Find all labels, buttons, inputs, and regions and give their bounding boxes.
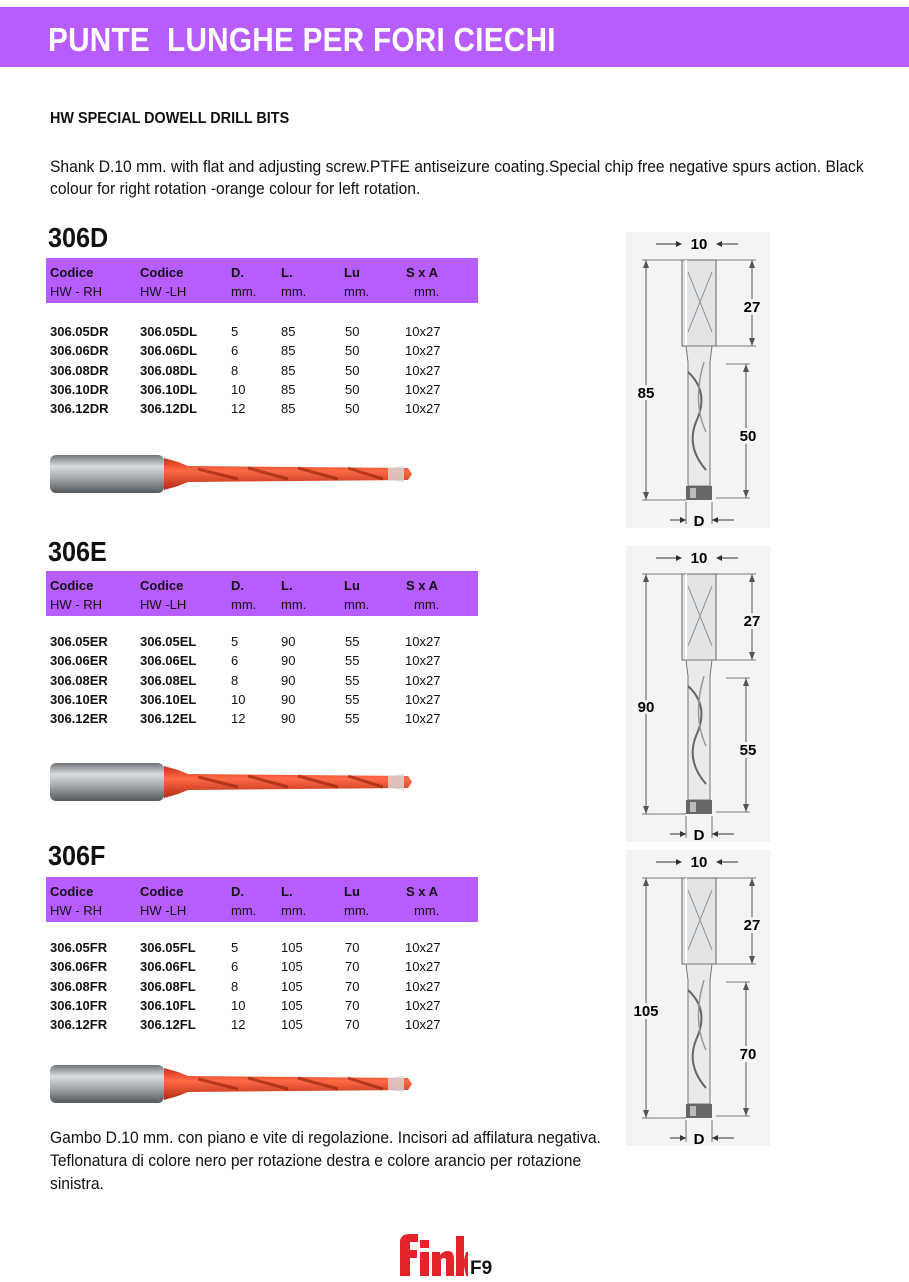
- product-code: 306.05DL: [140, 324, 198, 339]
- column-header: Lu: [344, 884, 360, 899]
- spec-value: 55: [345, 634, 360, 649]
- spec-value: 70: [345, 959, 360, 975]
- product-code: 306.12EL: [140, 711, 197, 727]
- spec-value: 50: [345, 401, 360, 417]
- column-header: D.: [231, 578, 244, 593]
- dim-useful-length: 70: [739, 1046, 757, 1063]
- spec-value: 12: [231, 1017, 246, 1033]
- spec-value: 50: [345, 381, 360, 397]
- page-number: F9: [470, 1258, 493, 1279]
- spec-value: 90: [281, 691, 296, 707]
- spec-value: 55: [345, 711, 360, 727]
- spec-value: 10x27: [405, 362, 441, 378]
- product-code: 306.08DL: [140, 362, 198, 378]
- product-code: 306.06EL: [140, 653, 197, 669]
- spec-value: 10: [231, 381, 246, 397]
- dim-shank-diameter: 10: [690, 854, 708, 871]
- column-header: Lu: [344, 265, 360, 280]
- column-unit: mm.: [414, 284, 440, 299]
- product-code: 306.12FL: [140, 1017, 196, 1033]
- product-code: 306.06DL: [140, 343, 198, 359]
- table-row: [0, 940, 480, 959]
- product-description: Shank D.10 mm. with flat and adjusting screw.PTFE antiseizure coating.Special chip free negative spurs action. Black colour for right rotation -orange colour for left rotation.: [50, 157, 864, 198]
- table-row: [0, 653, 480, 672]
- table-header: [46, 258, 478, 303]
- product-code: 306.10FL: [140, 997, 196, 1013]
- product-code: 306.12DL: [140, 401, 198, 417]
- spec-value: 10x27: [405, 691, 441, 707]
- spec-value: 8: [231, 672, 239, 688]
- spec-value: 105: [281, 997, 303, 1013]
- spec-value: 12: [231, 711, 246, 727]
- product-code: 306.12FR: [50, 1017, 108, 1033]
- spec-value: 5: [231, 324, 239, 339]
- spec-value: 85: [281, 381, 296, 397]
- spec-value: 90: [281, 711, 296, 727]
- column-unit: HW -LH: [140, 284, 187, 299]
- spec-value: 105: [281, 978, 303, 994]
- section-title: 306D: [48, 222, 109, 253]
- dim-diameter: D: [693, 827, 705, 842]
- spec-value: 10x27: [405, 634, 441, 649]
- page-header: [0, 7, 909, 67]
- product-code: 306.10FR: [50, 997, 108, 1013]
- dim-diameter: D: [693, 1131, 705, 1146]
- spec-value: 90: [281, 634, 296, 649]
- product-code: 306.05ER: [50, 634, 108, 649]
- table-row: [0, 343, 480, 362]
- spec-value: 10x27: [405, 997, 441, 1013]
- column-header: Codice: [140, 265, 184, 280]
- spec-value: 105: [281, 940, 303, 955]
- column-header: S x A: [406, 578, 439, 593]
- table-row: [0, 382, 480, 401]
- spec-value: 8: [231, 978, 239, 994]
- column-unit: HW - RH: [50, 284, 102, 299]
- product-code: 306.06FR: [50, 959, 108, 975]
- table-row: [0, 634, 480, 653]
- dim-shank-length: 27: [743, 613, 761, 630]
- product-code: 306.10DR: [50, 381, 109, 397]
- column-unit: mm.: [281, 284, 307, 299]
- spec-value: 55: [345, 672, 360, 688]
- table-row: [0, 363, 480, 382]
- product-code: 306.06FL: [140, 959, 196, 975]
- italian-description: Gambo D.10 mm. con piano e vite di regolazione. Incisori ad affilatura negativa. Teflonatura di colore nero per rotazione destra e colore arancio per rotazione sinistra.: [50, 1128, 601, 1193]
- spec-value: 10: [231, 691, 246, 707]
- spec-value: 10x27: [405, 940, 441, 955]
- spec-value: 70: [345, 1017, 360, 1033]
- spec-value: 50: [345, 324, 360, 339]
- spec-value: 5: [231, 634, 239, 649]
- spec-value: 70: [345, 940, 360, 955]
- spec-value: 85: [281, 343, 296, 359]
- drill-bit-icon: [48, 760, 412, 804]
- column-unit: mm.: [344, 284, 370, 299]
- spec-value: 55: [345, 653, 360, 669]
- product-code: 306.12ER: [50, 711, 108, 727]
- column-header: Codice: [140, 884, 184, 899]
- spec-value: 10x27: [405, 324, 441, 339]
- spec-value: 50: [345, 362, 360, 378]
- spec-value: 10x27: [405, 672, 441, 688]
- column-header: L.: [281, 265, 293, 280]
- table-row: [0, 711, 480, 730]
- dim-total-length: 90: [637, 699, 655, 716]
- spec-value: 10x27: [405, 978, 441, 994]
- table-row: [0, 692, 480, 711]
- dim-total-length: 105: [633, 1003, 659, 1020]
- table-row: [0, 401, 480, 420]
- spec-value: 85: [281, 324, 296, 339]
- column-unit: mm.: [231, 284, 257, 299]
- dim-useful-length: 50: [739, 428, 757, 445]
- spec-value: 90: [281, 672, 296, 688]
- table-header: [46, 571, 478, 616]
- spec-value: 10: [231, 997, 246, 1013]
- table-row: [0, 673, 480, 692]
- product-code: 306.06DR: [50, 343, 109, 359]
- table-row: [0, 1017, 480, 1036]
- spec-value: 5: [231, 940, 239, 955]
- drill-bit-icon: [48, 452, 412, 496]
- dim-shank-length: 27: [743, 917, 761, 934]
- spec-value: 10x27: [405, 381, 441, 397]
- column-unit: mm.: [231, 597, 257, 612]
- page-title: PUNTE LUNGHE PER FORI CIECHI: [48, 21, 556, 58]
- column-header: L.: [281, 884, 293, 899]
- section-title: 306E: [48, 536, 107, 567]
- dim-shank-length: 27: [743, 299, 761, 316]
- spec-value: 10x27: [405, 1017, 441, 1033]
- product-code: 306.05FR: [50, 940, 108, 955]
- product-code: 306.08DR: [50, 362, 109, 378]
- column-header: D.: [231, 265, 244, 280]
- column-header: Lu: [344, 578, 360, 593]
- product-code: 306.06ER: [50, 653, 108, 669]
- spec-value: 105: [281, 959, 303, 975]
- table-row: [0, 959, 480, 978]
- spec-value: 6: [231, 653, 239, 669]
- product-code: 306.08EL: [140, 672, 197, 688]
- product-code: 306.10EL: [140, 691, 197, 707]
- spec-value: 10x27: [405, 711, 441, 727]
- product-code: 306.05DR: [50, 324, 109, 339]
- column-header: L.: [281, 578, 293, 593]
- spec-value: 105: [281, 1017, 303, 1033]
- spec-value: 70: [345, 978, 360, 994]
- table-header: [46, 877, 478, 922]
- column-header: D.: [231, 884, 244, 899]
- spec-value: 6: [231, 343, 239, 359]
- dim-total-length: 85: [637, 385, 655, 402]
- column-unit: mm.: [344, 597, 370, 612]
- column-header: Codice: [50, 578, 94, 593]
- dim-shank-diameter: 10: [690, 550, 708, 567]
- spec-value: 70: [345, 997, 360, 1013]
- spec-value: 12: [231, 401, 246, 417]
- dim-shank-diameter: 10: [690, 236, 708, 253]
- table-row: [0, 979, 480, 998]
- spec-value: 90: [281, 653, 296, 669]
- spec-value: 85: [281, 401, 296, 417]
- drill-bit-icon: [48, 1062, 412, 1106]
- column-header: Codice: [50, 884, 94, 899]
- spec-value: 10x27: [405, 401, 441, 417]
- product-code: 306.12DR: [50, 401, 109, 417]
- column-header: S x A: [406, 884, 439, 899]
- column-unit: mm.: [414, 597, 440, 612]
- spec-value: 10x27: [405, 959, 441, 975]
- product-code: 306.08ER: [50, 672, 108, 688]
- column-unit: mm.: [231, 903, 257, 918]
- column-header: Codice: [140, 578, 184, 593]
- table-row: [0, 324, 480, 343]
- product-code: 306.08FL: [140, 978, 196, 994]
- product-code: 306.08FR: [50, 978, 108, 994]
- column-header: S x A: [406, 265, 439, 280]
- column-header: Codice: [50, 265, 94, 280]
- column-unit: HW -LH: [140, 903, 187, 918]
- column-unit: mm.: [281, 903, 307, 918]
- product-code: 306.10DL: [140, 381, 198, 397]
- drill-technical-diagram-icon: [626, 232, 770, 528]
- column-unit: HW -LH: [140, 597, 187, 612]
- drill-technical-diagram-icon: [626, 850, 770, 1146]
- table-row: [0, 998, 480, 1017]
- spec-value: 55: [345, 691, 360, 707]
- spec-value: 50: [345, 343, 360, 359]
- spec-value: 85: [281, 362, 296, 378]
- product-code: 306.05FL: [140, 940, 196, 955]
- column-unit: mm.: [414, 903, 440, 918]
- spec-value: 6: [231, 959, 239, 975]
- product-code: 306.05EL: [140, 634, 197, 649]
- column-unit: HW - RH: [50, 597, 102, 612]
- dim-useful-length: 55: [739, 742, 757, 759]
- column-unit: HW - RH: [50, 903, 102, 918]
- product-code: 306.10ER: [50, 691, 108, 707]
- spec-value: 8: [231, 362, 239, 378]
- column-unit: mm.: [281, 597, 307, 612]
- product-subtitle: HW SPECIAL DOWELL DRILL BITS: [50, 110, 290, 127]
- spec-value: 10x27: [405, 343, 441, 359]
- section-title: 306F: [48, 840, 106, 871]
- dim-diameter: D: [693, 513, 705, 528]
- fink-logo-icon: [398, 1232, 468, 1278]
- drill-technical-diagram-icon: [626, 546, 770, 842]
- spec-value: 10x27: [405, 653, 441, 669]
- column-unit: mm.: [344, 903, 370, 918]
